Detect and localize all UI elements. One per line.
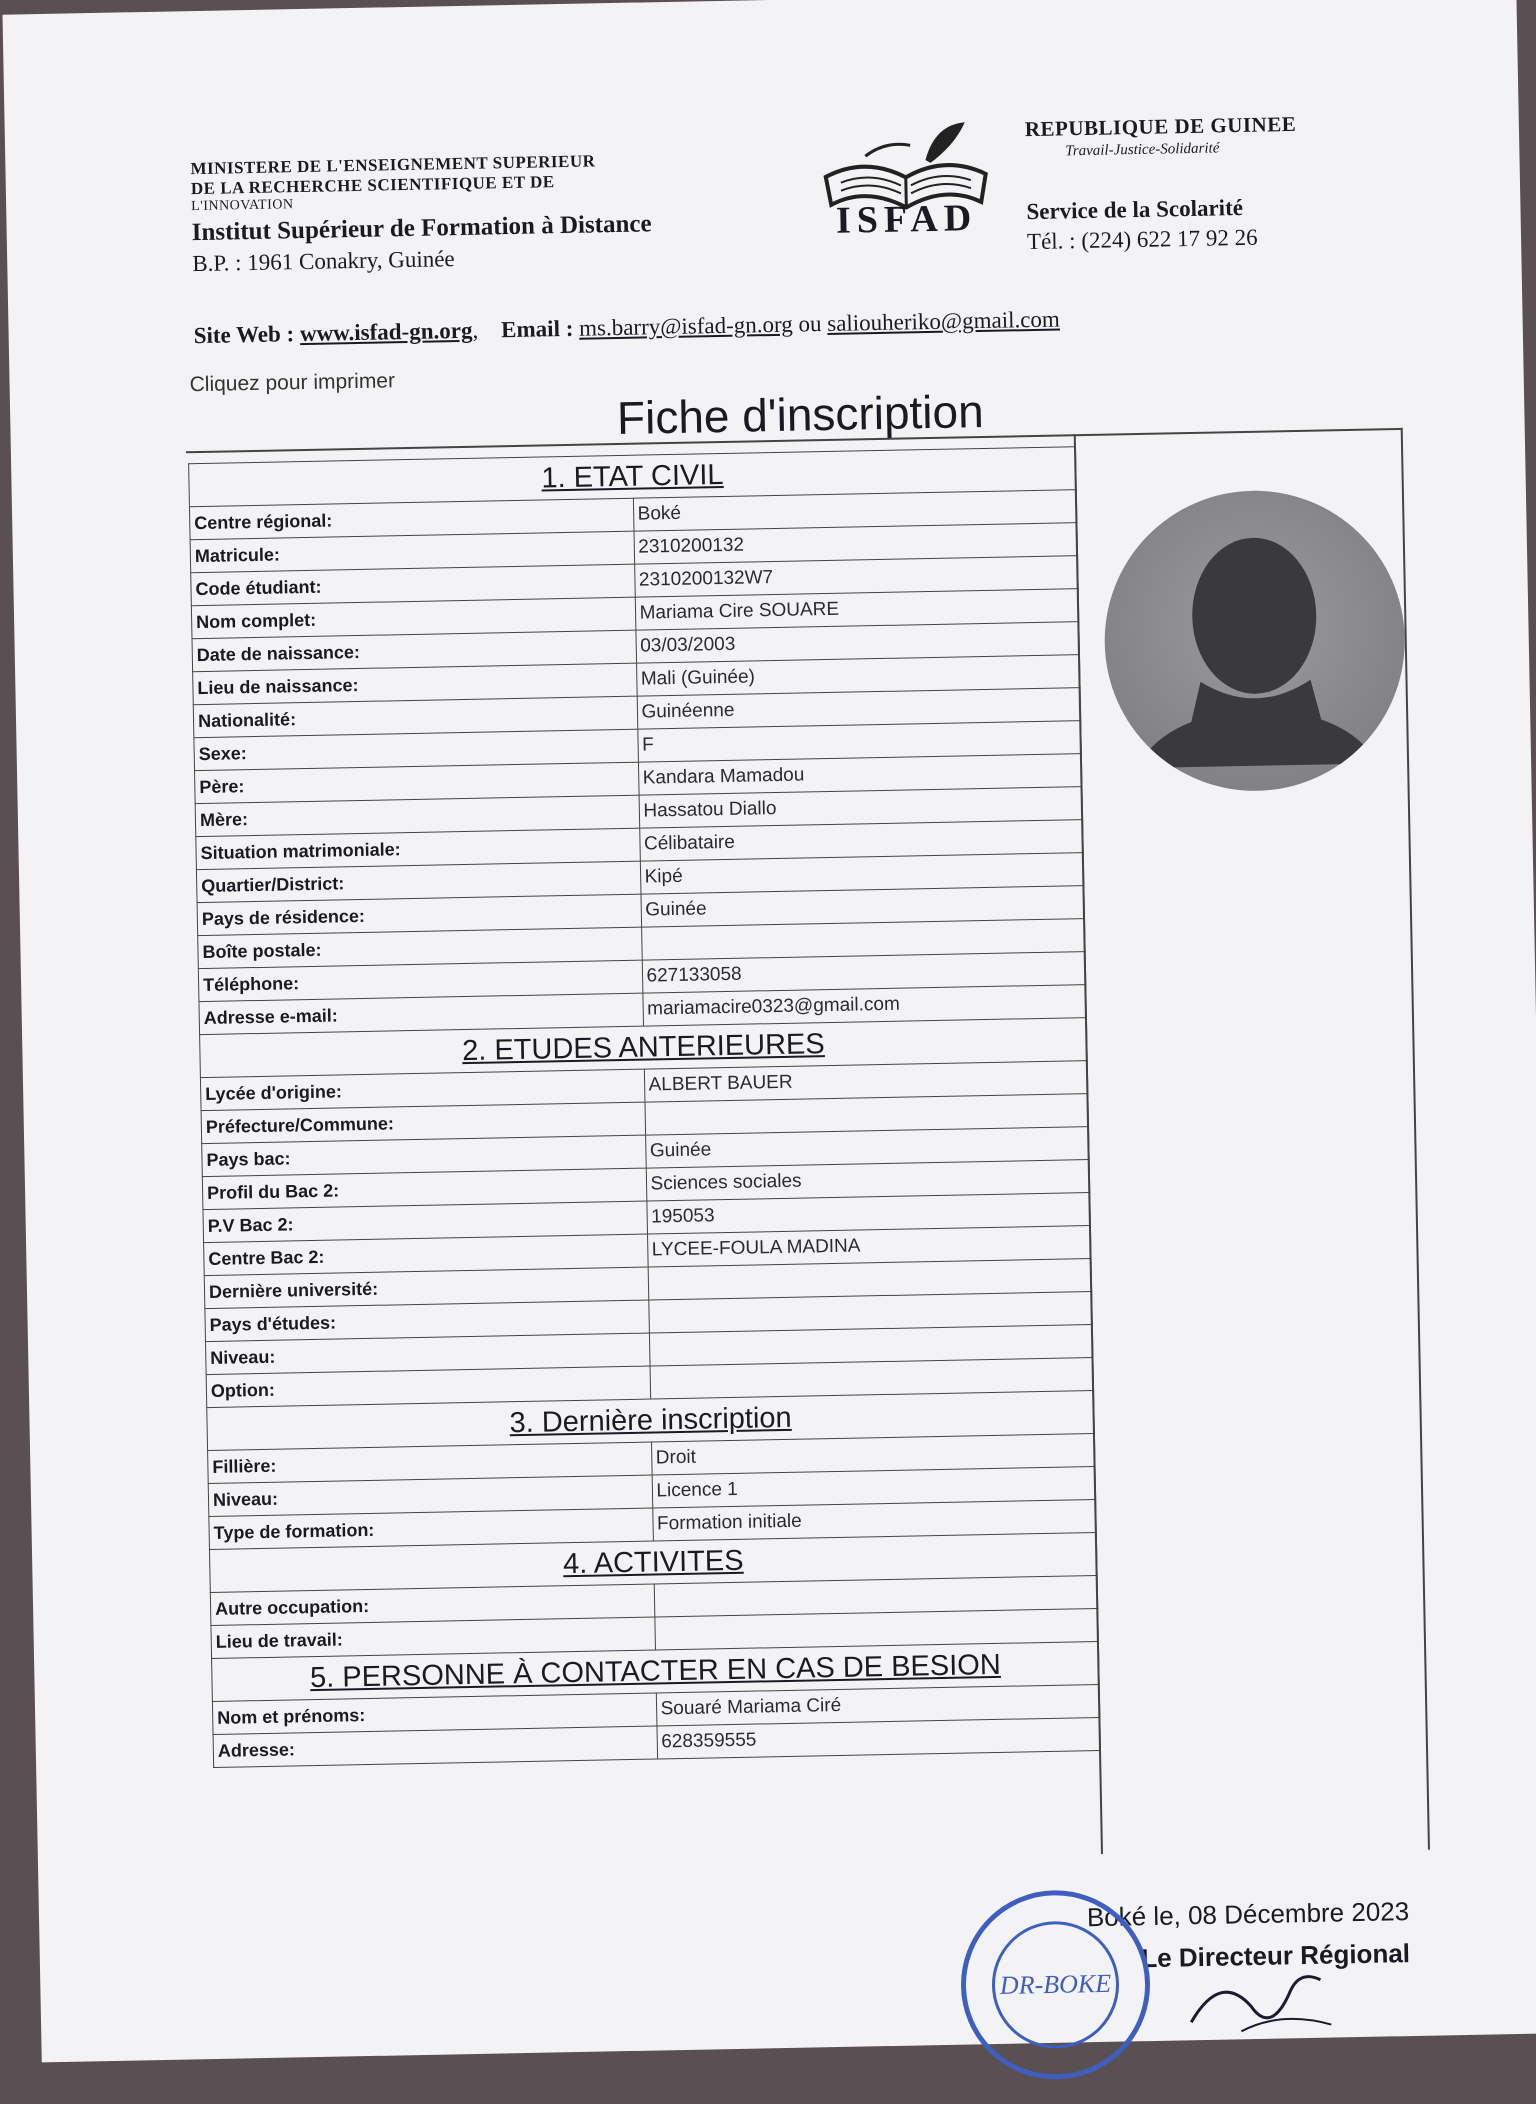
section-activites: 4. ACTIVITES — [209, 1533, 1097, 1593]
field-label: Niveau: — [208, 1475, 652, 1517]
field-value: Guinée — [645, 1127, 1089, 1169]
contact-line: Site Web : www.isfad-gn.org, Email : ms.barry@isfad-gn.org ou saliouheriko@gmail.com — [193, 306, 1061, 349]
field-label: P.V Bac 2: — [203, 1201, 647, 1243]
field-label: Nom complet: — [191, 597, 635, 639]
field-value: Boké — [633, 490, 1077, 532]
signature-date: Boké le, 08 Décembre 2023 — [1086, 1896, 1410, 1933]
email-label: Email : — [500, 315, 574, 343]
header-left — [190, 147, 812, 277]
field-label: Centre régional: — [189, 498, 633, 540]
postal-box: B.P. : 1961 Conakry, Guinée — [192, 246, 455, 277]
site-label: Site Web : — [193, 321, 295, 349]
field-value: 03/03/2003 — [635, 622, 1079, 664]
field-label: Dernière université: — [204, 1267, 648, 1309]
email-link-2[interactable]: saliouheriko@gmail.com — [826, 306, 1061, 336]
institute-name: Institut Supérieur de Formation à Distance — [191, 210, 652, 247]
field-label: Type de formation: — [209, 1508, 653, 1550]
official-stamp-icon — [954, 1883, 1158, 2087]
field-label: Date de naissance: — [192, 630, 636, 672]
form-title: Fiche d'inscription — [616, 384, 985, 444]
ministry-line-1: MINISTERE DE L'ENSEIGNEMENT SUPERIEUR — [190, 151, 596, 179]
field-label: Lieu de naissance: — [193, 663, 637, 705]
field-value: Formation initiale — [652, 1500, 1096, 1542]
field-label: Préfecture/Commune: — [201, 1102, 645, 1144]
republic-motto: Travail-Justice-Solidarité — [1065, 140, 1220, 160]
field-label: Centre Bac 2: — [204, 1234, 648, 1276]
print-link[interactable]: Cliquez pour imprimer — [189, 369, 396, 397]
field-value: Célibataire — [639, 820, 1083, 862]
field-label: Matricule: — [190, 531, 634, 573]
form-table-body — [189, 447, 1101, 1768]
stamp-text: DR-BOKE — [999, 1968, 1112, 2000]
ministry-line-3: L'INNOVATION — [191, 197, 294, 215]
field-value: Kandara Mamadou — [638, 754, 1082, 796]
field-value: Guinéenne — [637, 688, 1081, 730]
field-value: Droit — [651, 1434, 1095, 1476]
field-label: Sexe: — [194, 729, 638, 771]
field-label: Père: — [195, 762, 639, 804]
field-label: Adresse: — [213, 1726, 657, 1768]
email-or: ou — [798, 311, 822, 337]
field-label: Code étudiant: — [191, 564, 635, 606]
field-value: ALBERT BAUER — [644, 1061, 1088, 1103]
field-label: Nationalité: — [193, 696, 637, 738]
field-value: mariamacire0323@gmail.com — [642, 985, 1086, 1027]
document-page — [2, 0, 1536, 2062]
field-value: 2310200132 — [634, 523, 1078, 565]
field-value: Sciences sociales — [646, 1160, 1090, 1202]
service-name: Service de la Scolarité — [1026, 194, 1244, 225]
section-derniere-inscription: 3. Dernière inscription — [207, 1391, 1095, 1451]
site-url-link[interactable]: www.isfad-gn.org — [299, 317, 473, 347]
field-label: Niveau: — [205, 1333, 649, 1375]
field-label: Pays de résidence: — [197, 894, 641, 936]
field-value: Kipé — [640, 853, 1084, 895]
field-label: Quartier/District: — [196, 861, 640, 903]
field-value: Licence 1 — [652, 1467, 1096, 1509]
field-value: 627133058 — [642, 952, 1086, 994]
field-label: Téléphone: — [198, 960, 642, 1002]
field-label: Pays bac: — [202, 1135, 646, 1177]
section-personne-contact: 5. PERSONNE À CONTACTER EN CAS DE BESION — [212, 1641, 1100, 1701]
service-phone: Tél. : (224) 622 17 92 26 — [1026, 224, 1258, 255]
isfad-logo-text: ISFAD — [835, 197, 978, 242]
field-label: Boîte postale: — [198, 927, 642, 969]
header-right — [1025, 110, 1408, 255]
field-label: Profil du Bac 2: — [202, 1168, 646, 1210]
field-value: 2310200132W7 — [634, 556, 1078, 598]
field-label: Lieu de travail: — [211, 1617, 655, 1659]
field-label: Option: — [206, 1366, 650, 1408]
republic-name: REPUBLIQUE DE GUINEE — [1024, 111, 1297, 142]
field-label: Pays d'études: — [205, 1300, 649, 1342]
field-value: Hassatou Diallo — [639, 787, 1083, 829]
field-label: Mère: — [195, 795, 639, 837]
field-label: Situation matrimoniale: — [196, 828, 640, 870]
field-label: Lycée d'origine: — [200, 1069, 644, 1111]
signatory-role: Le Directeur Régional — [1140, 1938, 1411, 1974]
field-value: 195053 — [646, 1193, 1090, 1235]
field-value: Souaré Mariama Ciré — [656, 1684, 1100, 1726]
field-label: Adresse e-mail: — [199, 993, 643, 1035]
ministry-line-2: DE LA RECHERCHE SCIENTIFIQUE ET DE — [190, 172, 555, 199]
field-value: Mariama Cire SOUARE — [635, 589, 1079, 631]
field-label: Fillière: — [208, 1442, 652, 1484]
field-label: Autre occupation: — [210, 1584, 654, 1626]
registration-form — [188, 446, 1101, 1768]
section-etudes-anterieures: 2. ETUDES ANTERIEURES — [200, 1018, 1088, 1078]
field-value: Guinée — [640, 886, 1084, 928]
field-value: LYCEE-FOULA MADINA — [647, 1226, 1091, 1268]
email-link-1[interactable]: ms.barry@isfad-gn.org — [578, 311, 793, 341]
field-value: Mali (Guinée) — [636, 655, 1080, 697]
section-etat-civil: 1. ETAT CIVIL — [189, 447, 1077, 507]
field-value: F — [637, 721, 1081, 763]
field-value: 628359555 — [656, 1717, 1100, 1759]
field-label: Nom et prénoms: — [212, 1693, 656, 1735]
signature-icon — [1180, 1949, 1342, 2042]
